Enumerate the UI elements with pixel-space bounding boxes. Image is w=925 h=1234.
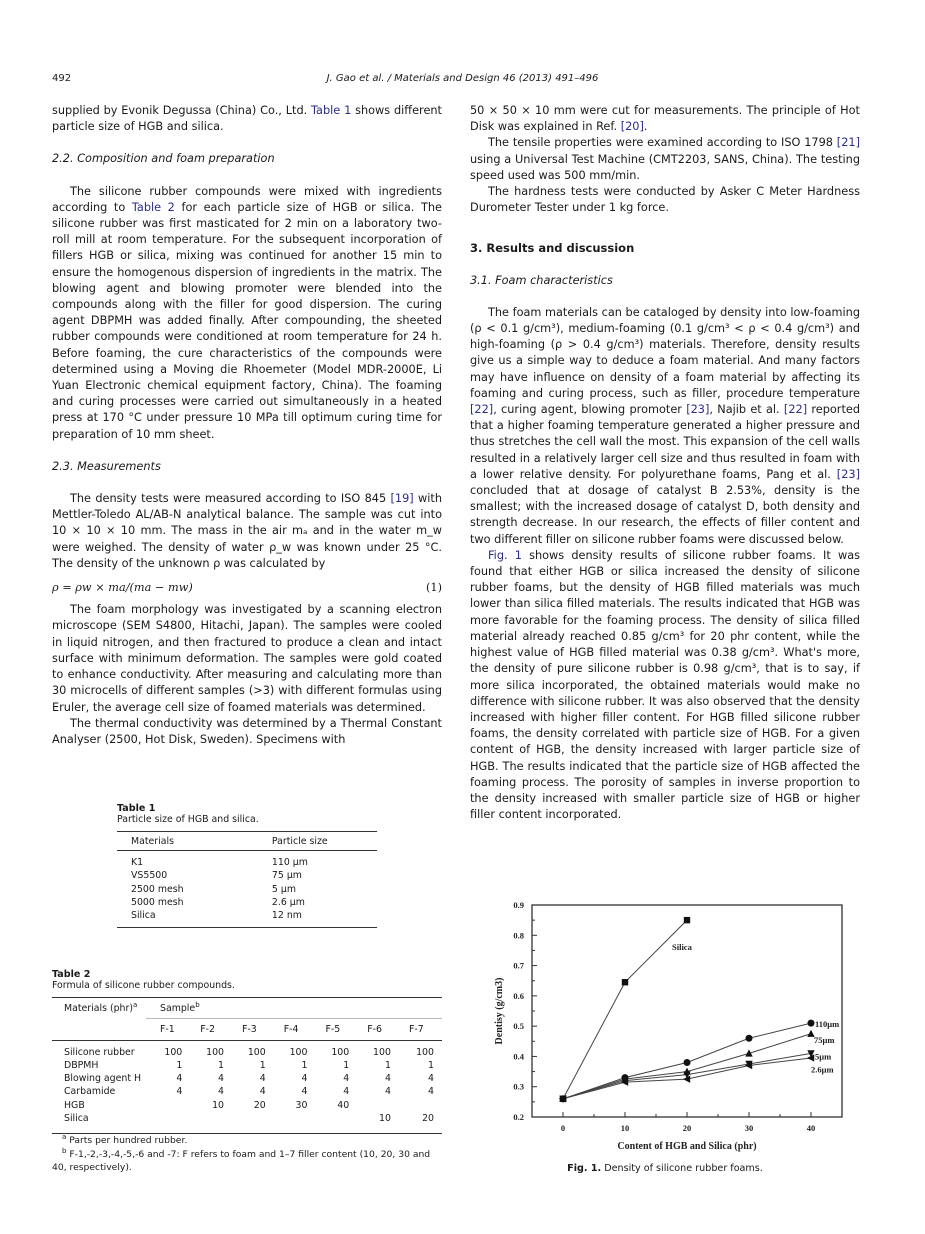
table2-cell: 100 — [416, 1046, 434, 1058]
x-tick-label: 30 — [744, 1123, 754, 1133]
table2-cell: 4 — [176, 1073, 183, 1085]
table1-row — [117, 909, 377, 928]
equation-number: (1) — [425, 581, 442, 595]
table2-cell: 4 — [301, 1086, 308, 1098]
x-tick-label: 10 — [620, 1123, 630, 1133]
equation-1 — [52, 580, 442, 596]
table1-cell-material: Silica — [117, 909, 212, 928]
table2-cell: 40 — [337, 1099, 350, 1111]
table2-title: Table 2 — [52, 969, 91, 980]
table2-row-label: Carbamide — [64, 1086, 116, 1098]
table2-header-materials: Materials (phr)$^a$ — [64, 1001, 138, 1015]
table2-cell: 4 — [428, 1086, 434, 1098]
plot-frame — [532, 905, 842, 1117]
fig1-link[interactable]: Fig. 1 — [488, 548, 522, 562]
y-tick-label: 0.8 — [513, 930, 524, 941]
series-label: 110μm — [815, 1019, 840, 1030]
table2-cell — [146, 1099, 190, 1112]
table1-row — [117, 883, 377, 896]
table2-cell: 4 — [176, 1086, 183, 1098]
square-marker — [622, 979, 628, 985]
equation-body: ρ = ρw × ma/(ma − mw) — [52, 581, 193, 595]
footnote-b: $^b$ F-1,-2,-3,-4,-5,-6 and -7: F refers to foam and 1–7 filler content (10, 20, 30 and 40, respectively). — [52, 1146, 431, 1174]
rc-paragraph-2: The tensile properties were examined according to ISO 1798 [21] using a Universal Test Machine (CMT2203, SANS, China). The testing speed used was 500 mm/min. — [470, 136, 860, 182]
table1-cell-material: 2500 mesh — [131, 883, 184, 895]
table1-row — [117, 869, 377, 882]
rc-paragraph-1: 50 × 50 × 10 mm were cut for measurements. The principle of Hot Disk was explained in Ref. [20]. — [470, 104, 860, 134]
table2-row — [52, 1099, 442, 1112]
table-2 — [52, 969, 442, 1175]
ref-22-link[interactable]: [22] — [470, 403, 494, 417]
table2-cell: 10 — [212, 1099, 225, 1111]
table2-cell: 4 — [301, 1073, 308, 1085]
table1-cell-material: 5000 mesh — [131, 896, 184, 908]
table2-footnotes — [52, 1133, 442, 1175]
table2-cell: 100 — [206, 1046, 225, 1058]
left-column — [52, 103, 442, 748]
x-tick-label: 20 — [682, 1123, 692, 1133]
y-tick-label: 0.3 — [513, 1081, 524, 1092]
table2-cell — [399, 1099, 442, 1112]
table1-header-materials: Materials — [117, 832, 212, 851]
table2-grid — [52, 997, 442, 1129]
table1-cell-material: K1 — [131, 857, 144, 868]
table2-cell: 20 — [253, 1099, 266, 1111]
table2-sample-header: F-4 — [283, 1024, 299, 1036]
ref-23-link[interactable]: [23] — [686, 403, 710, 417]
table2-link[interactable]: Table 2 — [131, 200, 175, 214]
table1-cell-size: 2.6 μm — [271, 896, 305, 908]
table1-body — [117, 851, 377, 928]
series-label: 2.6μm — [811, 1064, 834, 1075]
circle-marker — [746, 1035, 753, 1042]
table2-cell: 4 — [384, 1073, 391, 1085]
table2-cell: 1 — [301, 1059, 308, 1071]
table1-row — [117, 851, 377, 870]
table2-cell: 4 — [259, 1073, 266, 1085]
running-head: J. Gao et al. / Materials and Design 46 (2013) 491–496 — [326, 73, 599, 84]
sec23-paragraph-2: The foam morphology was investigated by a scanning electron microscope (SEM S4800, Hitachi, Japan). The samples were cooled in liquid nitrogen, and then fractured to produce a clean and intact surface with minimum deformation. The samples were gold coated to enhance conductivity. After measuring and calculating more than 30 microcells of different samples (>3) with different formulas using Eruler, the average cell size of foamed materials was determined. — [52, 603, 442, 714]
table2-cell: 4 — [343, 1086, 350, 1098]
table2-cell — [146, 1112, 190, 1129]
y-tick-label: 0.6 — [513, 990, 524, 1001]
table2-cell: 100 — [331, 1046, 350, 1058]
square-marker — [684, 917, 690, 923]
section-2-2-heading: 2.2. Composition and foam preparation — [52, 152, 275, 166]
table2-row-label: HGB — [64, 1099, 85, 1111]
table2-cell: 4 — [428, 1073, 434, 1085]
table1-cell-size: 75 μm — [271, 870, 302, 882]
rc-paragraph-3: The hardness tests were conducted by Asker C Meter Hardness Durometer Tester under 1 kg force. — [470, 185, 860, 215]
intro-paragraph: supplied by Evonik Degussa (China) Co., Ltd. Table 1 shows different particle size of HGB and silica. — [52, 104, 442, 134]
table1-cell-size: 110 μm — [271, 857, 308, 868]
table2-body — [52, 998, 442, 1130]
y-tick-label: 0.4 — [513, 1051, 524, 1062]
table2-row-label: Blowing agent H — [64, 1073, 142, 1085]
ref-22-link[interactable]: [22] — [783, 403, 808, 417]
section-3-1-heading: 3.1. Foam characteristics — [470, 273, 613, 287]
sec22-paragraph: The silicone rubber compounds were mixed with ingredients according to Table 2 for each particle size of HGB or silica. The silicone rubber was first masticated for 2 min on a laboratory two-roll mill at room temperature. For the subsequent incorporation of fillers HGB or silica, mixing was continued for another 15 min to ensure the homogenous dispersion of ingredients in the matrix. The blowing agent and blowing promoter were blended into the compounds along with the filler for good dispersion. The curing agent DBPMH was added finally. After compounding, the sheeted rubber compounds were conditioned at room temperature for 24 h. Before foaming, the cure characteristics of the compounds were determined using a Moving die Rhoemeter (Model MDR-2000E, Li Yuan Electronic chemical equipment factory, China). The foaming and curing processes were carried out simultaneously in a heated press at 170 °C under pressure 10 MPa till optimum curing time for preparation of 10 mm sheet. — [52, 184, 442, 441]
x-tick-label: 40 — [806, 1123, 816, 1133]
table2-cell: 4 — [384, 1086, 391, 1098]
table2-cell: 100 — [164, 1046, 183, 1058]
table2-cell: 4 — [343, 1073, 350, 1085]
series-label: 5μm — [815, 1051, 832, 1062]
table2-cell: 1 — [428, 1059, 434, 1071]
y-tick-label: 0.5 — [513, 1021, 524, 1032]
page-number: 492 — [52, 73, 72, 84]
table2-cell: 4 — [259, 1086, 266, 1098]
table1-cell-material: VS5500 — [131, 870, 168, 882]
figure-1-caption: Fig. 1. Density of silicone rubber foams. — [567, 1163, 763, 1174]
table2-cell: 30 — [295, 1099, 308, 1111]
series-label: 75μm — [814, 1034, 835, 1045]
table2-header-sample: Sample$^b$ — [146, 998, 442, 1019]
table2-sample-header: F-3 — [242, 1024, 257, 1036]
table2-cell: 100 — [247, 1046, 266, 1058]
ref-20-link[interactable]: [20] — [620, 120, 644, 134]
figure-1-chart — [480, 895, 860, 1185]
table2-row — [52, 1040, 442, 1059]
table1-link[interactable]: Table 1 — [311, 104, 352, 117]
table1-caption: Particle size of HGB and silica. — [117, 814, 259, 825]
sec23-paragraph-1: The density tests were measured according to ISO 845 [19] with Mettler-Toledo AL/AB-N analytical balance. The sample was cut into 10 × 10 × 10 mm. The mass in the air mₐ and in the water m_w were weighed. The density of water ρ_w was known under 25 °C. The density of the unknown ρ was calculated by — [52, 492, 442, 570]
table2-cell: 4 — [218, 1073, 225, 1085]
table2-cell — [232, 1112, 274, 1129]
table1-cell-size: 12 nm — [212, 909, 377, 928]
table2-row — [52, 1112, 442, 1129]
y-axis-label: Dentisy (g/cm3) — [494, 977, 505, 1045]
ref-19-link[interactable]: [19] — [390, 492, 414, 506]
section-2-3-heading: 2.3. Measurements — [52, 459, 161, 473]
circle-marker — [684, 1059, 691, 1066]
y-tick-label: 0.2 — [513, 1112, 524, 1122]
table2-cell: 1 — [343, 1059, 350, 1071]
rc-paragraph-4: The foam materials can be cataloged by density into low-foaming (ρ < 0.1 g/cm³), medium-foaming (0.1 g/cm³ < ρ < 0.4 g/cm³) and high-foaming (ρ > 0.4 g/cm³) materials. Therefore, density results give us a simple way to deduce a foam material. And many factors may have influence on density of a foam material by affecting its foaming and curing process, such as filler, procedure temperature [22], curing agent, blowing promoter [23], Najib et al. [22] reported that a higher foaming temperature generated a higher pressure and thus stretches the cell wall the most. This expansion of the cell walls resulted in a relatively larger cell size and thus resulted in foam with a lower relative density. For polyurethane foams, Pang et al. [23] concluded that at dosage of catalyst B 2.53%, density is the smallest; with the increased dosage of catalyst D, both density and strength decrease. In our research, the effects of filler content and two different filler on silicone rubber foams were discussed below. — [470, 305, 860, 546]
footnote-a: $^a$ Parts per hundred rubber. — [62, 1133, 188, 1147]
circle-marker — [808, 1020, 815, 1027]
table2-sample-header: F-5 — [325, 1024, 341, 1036]
table2-cell: 20 — [422, 1113, 434, 1125]
sec23-paragraph-3: The thermal conductivity was determined by a Thermal Constant Analyser (2500, Hot Disk, Sweden). Specimens with — [52, 716, 442, 746]
ref-23-link[interactable]: [23] — [836, 467, 860, 481]
section-3-heading: 3. Results and discussion — [470, 241, 635, 256]
table-1 — [117, 803, 377, 928]
table2-row — [52, 1085, 442, 1098]
table2-caption: Formula of silicone rubber compounds. — [52, 980, 235, 991]
table2-cell: 100 — [373, 1046, 391, 1058]
table2-row-label: Silicone rubber — [64, 1046, 135, 1058]
table1-title: Table 1 — [117, 803, 156, 814]
table2-cell — [274, 1112, 316, 1129]
table2-sample-header: F-7 — [408, 1024, 424, 1036]
x-tick-label: 0 — [560, 1123, 566, 1133]
table2-row — [52, 1072, 442, 1085]
table2-sample-header: F-1 — [160, 1024, 175, 1036]
table2-row-label: Silica — [64, 1113, 89, 1125]
y-tick-label: 0.9 — [513, 900, 524, 910]
table1-grid — [117, 831, 377, 928]
table2-cell: 1 — [176, 1059, 183, 1071]
table1-header-particle-size: Particle size — [212, 832, 377, 851]
table2-cell: 100 — [289, 1046, 308, 1058]
table2-row-label: DBPMH — [64, 1059, 99, 1071]
y-tick-label: 0.7 — [513, 960, 524, 971]
table2-cell — [190, 1112, 232, 1129]
table2-cell — [357, 1099, 399, 1112]
table2-sample-header: F-6 — [367, 1024, 382, 1036]
ref-21-link[interactable]: [21] — [836, 136, 860, 150]
series-line — [563, 920, 687, 1099]
right-column — [470, 103, 860, 823]
table2-sample-header: F-2 — [200, 1024, 216, 1036]
table2-cell: 10 — [379, 1113, 391, 1125]
rc-paragraph-5: Fig. 1 shows density results of silicone rubber foams. It was found that either HGB or silica increased the density of silicone rubber foams, but the density of HGB filled materials was much lower than silica filled materials. The results indicated that HGB was more favorable for the foaming process. The density of silica filled material already reached 0.85 g/cm³ for 20 phr content, while the highest value of HGB filled material was 0.38 g/cm³. What's more, the density of pure silicone rubber is 0.98 g/cm³, that is to say, if more silica incorporated, the obtained materials would make no difference with silicone rubber. It was also observed that the density increased with higher filler content. For HGB filled silicone rubber foams, the density correlated with particle size of HGB. For a given content of HGB, the density increased with larger particle size of HGB. The results indicated that the particle size of HGB affected the foaming process. The porosity of samples in inverse proportion to the density increased with smaller particle size of HGB or higher filler content incorporated. — [470, 548, 861, 822]
table1-row — [117, 896, 377, 909]
density-line-chart — [480, 895, 860, 1185]
table2-row — [52, 1059, 442, 1072]
table2-cell: 1 — [259, 1059, 266, 1071]
series-label: Silica — [672, 942, 692, 953]
table2-cell: 4 — [218, 1086, 225, 1098]
table2-cell — [315, 1112, 357, 1129]
table2-cell: 1 — [218, 1059, 225, 1071]
table1-cell-size: 5 μm — [271, 883, 296, 895]
table2-cell: 1 — [384, 1059, 391, 1071]
x-axis-label: Content of HGB and Silica (phr) — [617, 1141, 757, 1152]
